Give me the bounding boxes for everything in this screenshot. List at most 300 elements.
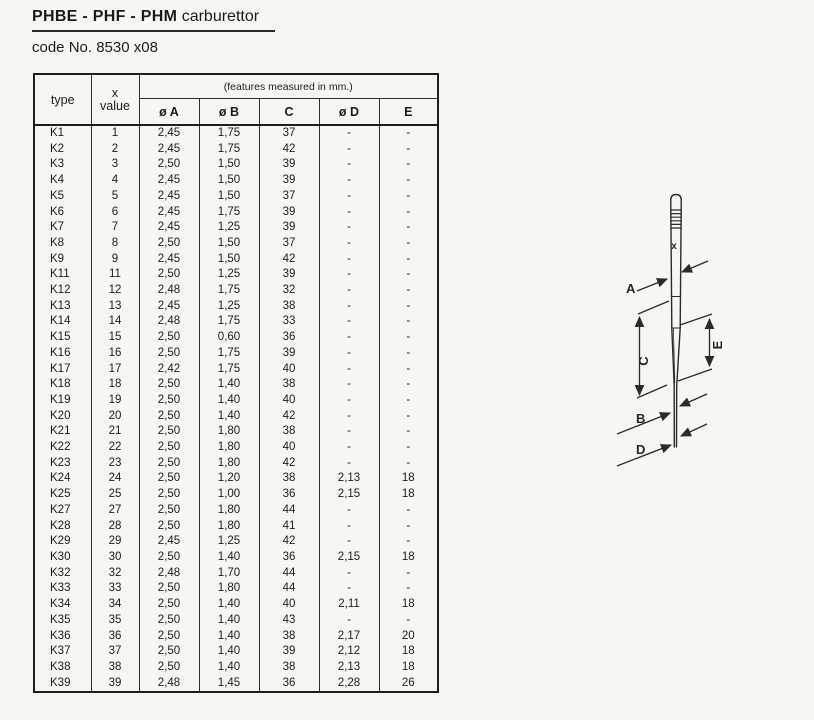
cell-e: - (379, 377, 438, 393)
page-title (32, 7, 275, 32)
cell-dia-a: 2,48 (139, 676, 199, 693)
cell-c: 39 (259, 267, 319, 283)
cell-type: K20 (34, 409, 91, 425)
cell-c: 38 (259, 660, 319, 676)
cell-dia-a: 2,45 (139, 534, 199, 550)
table-row (34, 189, 438, 205)
table-row (34, 299, 438, 315)
cell-dia-a: 2,48 (139, 283, 199, 299)
cell-dia-d: - (319, 440, 379, 456)
cell-dia-b: 1,40 (199, 550, 259, 566)
cell-e: - (379, 314, 438, 330)
cell-c: 39 (259, 346, 319, 362)
cell-x-value: 35 (91, 613, 139, 629)
clip-grooves-icon (671, 210, 681, 228)
cell-c: 39 (259, 157, 319, 173)
cell-type: K29 (34, 534, 91, 550)
cell-dia-a: 2,50 (139, 629, 199, 645)
cell-dia-b: 1,80 (199, 581, 259, 597)
column-header-c: C (259, 99, 319, 126)
cell-x-value: 14 (91, 314, 139, 330)
cell-dia-d: - (319, 205, 379, 221)
cell-type: K35 (34, 613, 91, 629)
cell-type: K17 (34, 362, 91, 378)
cell-dia-a: 2,50 (139, 644, 199, 660)
table-row (34, 236, 438, 252)
cell-dia-a: 2,50 (139, 236, 199, 252)
cell-dia-b: 1,40 (199, 377, 259, 393)
cell-dia-d: - (319, 299, 379, 315)
cell-dia-b: 1,25 (199, 267, 259, 283)
cell-c: 38 (259, 299, 319, 315)
cell-type: K32 (34, 566, 91, 582)
table-row (34, 267, 438, 283)
cell-dia-b: 1,40 (199, 597, 259, 613)
table-row (34, 424, 438, 440)
dim-a-arrow-left (637, 279, 667, 291)
cell-c: 42 (259, 142, 319, 158)
cell-dia-a: 2,50 (139, 330, 199, 346)
cell-dia-a: 2,50 (139, 597, 199, 613)
needle-diagram (598, 183, 804, 477)
cell-dia-a: 2,45 (139, 189, 199, 205)
cell-type: K19 (34, 393, 91, 409)
cell-dia-a: 2,50 (139, 660, 199, 676)
cell-type: K21 (34, 424, 91, 440)
cell-type: K3 (34, 157, 91, 173)
cell-dia-b: 1,25 (199, 534, 259, 550)
cell-e: - (379, 220, 438, 236)
cell-dia-b: 1,00 (199, 487, 259, 503)
cell-e: 18 (379, 471, 438, 487)
cell-dia-b: 1,40 (199, 644, 259, 660)
column-header-x-line1: x (111, 85, 119, 100)
cell-e: - (379, 409, 438, 425)
cell-x-value: 23 (91, 456, 139, 472)
cell-x-value: 6 (91, 205, 139, 221)
document-header (32, 7, 275, 56)
table-row (34, 220, 438, 236)
table-row (34, 205, 438, 221)
cell-dia-d: - (319, 173, 379, 189)
cell-dia-d: 2,15 (319, 487, 379, 503)
cell-dia-d: - (319, 330, 379, 346)
table-row (34, 440, 438, 456)
cell-e: - (379, 503, 438, 519)
cell-type: K16 (34, 346, 91, 362)
cell-e: - (379, 173, 438, 189)
cell-e: - (379, 534, 438, 550)
cell-type: K2 (34, 142, 91, 158)
cell-dia-d: 2,11 (319, 597, 379, 613)
cell-dia-a: 2,50 (139, 424, 199, 440)
page-title-suffix: carburettor (177, 8, 260, 25)
table-row (34, 660, 438, 676)
cell-dia-d: - (319, 409, 379, 425)
cell-type: K34 (34, 597, 91, 613)
cell-type: K7 (34, 220, 91, 236)
cell-dia-d: 2,13 (319, 471, 379, 487)
column-header-dia-a: ø A (139, 99, 199, 126)
cell-x-value: 18 (91, 377, 139, 393)
cell-dia-a: 2,50 (139, 393, 199, 409)
cell-c: 38 (259, 424, 319, 440)
page-title-models: PHBE - PHF - PHM (32, 8, 178, 25)
cell-dia-a: 2,45 (139, 205, 199, 221)
table-row (34, 157, 438, 173)
cell-dia-a: 2,45 (139, 252, 199, 268)
cell-dia-a: 2,50 (139, 471, 199, 487)
cell-c: 40 (259, 393, 319, 409)
cell-dia-a: 2,48 (139, 566, 199, 582)
cell-dia-d: - (319, 252, 379, 268)
column-header-x-line2: value (100, 98, 130, 113)
dim-c-ext-top (638, 301, 669, 314)
needle-spec-table (33, 73, 439, 693)
cell-dia-b: 1,50 (199, 236, 259, 252)
dim-d-arrow-right (681, 424, 707, 436)
cell-dia-a: 2,50 (139, 267, 199, 283)
cell-c: 41 (259, 519, 319, 535)
cell-x-value: 15 (91, 330, 139, 346)
cell-x-value: 16 (91, 346, 139, 362)
cell-c: 38 (259, 629, 319, 645)
cell-dia-a: 2,50 (139, 346, 199, 362)
cell-type: K24 (34, 471, 91, 487)
cell-dia-d: - (319, 142, 379, 158)
cell-dia-b: 1,75 (199, 314, 259, 330)
cell-e: 18 (379, 644, 438, 660)
cell-dia-b: 1,75 (199, 283, 259, 299)
cell-x-value: 33 (91, 581, 139, 597)
cell-x-value: 13 (91, 299, 139, 315)
dim-e-ext-top (680, 314, 712, 325)
table-row (34, 581, 438, 597)
cell-type: K1 (34, 125, 91, 142)
cell-c: 33 (259, 314, 319, 330)
cell-dia-d: 2,12 (319, 644, 379, 660)
cell-type: K13 (34, 299, 91, 315)
features-caption: (features measured in mm.) (139, 74, 438, 99)
cell-dia-d: - (319, 189, 379, 205)
cell-x-value: 11 (91, 267, 139, 283)
cell-dia-b: 1,40 (199, 613, 259, 629)
cell-dia-d: - (319, 267, 379, 283)
cell-dia-b: 1,50 (199, 157, 259, 173)
cell-x-value: 36 (91, 629, 139, 645)
cell-dia-a: 2,48 (139, 314, 199, 330)
cell-c: 37 (259, 236, 319, 252)
cell-dia-b: 1,75 (199, 125, 259, 142)
cell-x-value: 3 (91, 157, 139, 173)
cell-e: - (379, 157, 438, 173)
table-row (34, 252, 438, 268)
cell-dia-b: 1,70 (199, 566, 259, 582)
cell-x-value: 38 (91, 660, 139, 676)
dim-a-arrow-right (682, 261, 708, 272)
cell-e: - (379, 267, 438, 283)
diagram-label-b: B (636, 411, 646, 426)
table-row (34, 283, 438, 299)
cell-c: 44 (259, 566, 319, 582)
cell-dia-a: 2,42 (139, 362, 199, 378)
cell-dia-d: - (319, 503, 379, 519)
cell-dia-b: 1,75 (199, 205, 259, 221)
cell-c: 39 (259, 644, 319, 660)
cell-c: 37 (259, 189, 319, 205)
dim-e-ext-bottom (678, 369, 712, 381)
cell-dia-a: 2,45 (139, 299, 199, 315)
cell-dia-b: 1,40 (199, 409, 259, 425)
cell-dia-b: 1,75 (199, 362, 259, 378)
cell-dia-a: 2,45 (139, 220, 199, 236)
cell-type: K12 (34, 283, 91, 299)
cell-e: - (379, 236, 438, 252)
cell-dia-a: 2,50 (139, 613, 199, 629)
cell-dia-b: 1,50 (199, 173, 259, 189)
cell-dia-b: 1,50 (199, 252, 259, 268)
diagram-label-x: x (671, 241, 677, 252)
cell-e: - (379, 142, 438, 158)
table-row (34, 644, 438, 660)
cell-dia-a: 2,50 (139, 440, 199, 456)
cell-type: K37 (34, 644, 91, 660)
cell-e: - (379, 613, 438, 629)
cell-dia-d: - (319, 519, 379, 535)
table-row (34, 629, 438, 645)
table-row (34, 613, 438, 629)
column-header-dia-b: ø B (199, 99, 259, 126)
cell-dia-d: - (319, 283, 379, 299)
code-number: code No. 8530 x08 (32, 39, 158, 56)
cell-dia-a: 2,50 (139, 487, 199, 503)
cell-dia-a: 2,50 (139, 503, 199, 519)
cell-e: - (379, 440, 438, 456)
cell-c: 36 (259, 330, 319, 346)
cell-dia-a: 2,50 (139, 157, 199, 173)
cell-x-value: 8 (91, 236, 139, 252)
cell-dia-b: 1,40 (199, 660, 259, 676)
table-row (34, 456, 438, 472)
cell-c: 39 (259, 205, 319, 221)
cell-e: - (379, 346, 438, 362)
cell-x-value: 4 (91, 173, 139, 189)
cell-dia-d: - (319, 314, 379, 330)
cell-dia-d: - (319, 613, 379, 629)
table-row (34, 125, 438, 142)
cell-type: K23 (34, 456, 91, 472)
cell-e: - (379, 252, 438, 268)
cell-x-value: 17 (91, 362, 139, 378)
table-row (34, 393, 438, 409)
cell-dia-b: 1,80 (199, 424, 259, 440)
cell-c: 40 (259, 362, 319, 378)
table-row (34, 676, 438, 693)
cell-c: 40 (259, 597, 319, 613)
cell-type: K28 (34, 519, 91, 535)
column-header-x-value (91, 74, 139, 125)
cell-dia-b: 1,40 (199, 629, 259, 645)
table-row (34, 597, 438, 613)
cell-e: - (379, 519, 438, 535)
cell-e: - (379, 283, 438, 299)
cell-c: 39 (259, 173, 319, 189)
cell-type: K15 (34, 330, 91, 346)
table-row (34, 377, 438, 393)
cell-dia-d: - (319, 456, 379, 472)
cell-dia-b: 1,40 (199, 393, 259, 409)
cell-e: - (379, 393, 438, 409)
cell-dia-b: 1,25 (199, 299, 259, 315)
cell-e: 20 (379, 629, 438, 645)
cell-c: 44 (259, 581, 319, 597)
table-row (34, 314, 438, 330)
table-row (34, 173, 438, 189)
cell-e: - (379, 189, 438, 205)
cell-x-value: 9 (91, 252, 139, 268)
cell-x-value: 2 (91, 142, 139, 158)
cell-x-value: 24 (91, 471, 139, 487)
cell-type: K4 (34, 173, 91, 189)
cell-dia-b: 1,75 (199, 142, 259, 158)
cell-dia-d: - (319, 424, 379, 440)
cell-c: 36 (259, 676, 319, 693)
table-row (34, 471, 438, 487)
cell-type: K39 (34, 676, 91, 693)
cell-c: 36 (259, 487, 319, 503)
cell-e: - (379, 424, 438, 440)
cell-e: - (379, 299, 438, 315)
cell-e: 18 (379, 550, 438, 566)
cell-c: 43 (259, 613, 319, 629)
table-body (34, 125, 438, 692)
cell-e: 26 (379, 676, 438, 693)
cell-x-value: 19 (91, 393, 139, 409)
cell-x-value: 1 (91, 125, 139, 142)
cell-c: 42 (259, 409, 319, 425)
table-row (34, 550, 438, 566)
cell-dia-b: 1,20 (199, 471, 259, 487)
cell-type: K22 (34, 440, 91, 456)
cell-e: 18 (379, 487, 438, 503)
cell-x-value: 27 (91, 503, 139, 519)
diagram-label-d: D (636, 442, 646, 457)
cell-x-value: 32 (91, 566, 139, 582)
table-row (34, 566, 438, 582)
cell-dia-d: 2,28 (319, 676, 379, 693)
cell-x-value: 25 (91, 487, 139, 503)
cell-dia-d: - (319, 362, 379, 378)
table-row (34, 330, 438, 346)
cell-dia-d: - (319, 236, 379, 252)
cell-c: 44 (259, 503, 319, 519)
cell-x-value: 29 (91, 534, 139, 550)
table-row (34, 362, 438, 378)
cell-dia-a: 2,50 (139, 581, 199, 597)
cell-type: K11 (34, 267, 91, 283)
cell-c: 39 (259, 220, 319, 236)
cell-dia-a: 2,50 (139, 550, 199, 566)
needle-outline (671, 195, 681, 448)
column-header-e: E (379, 99, 438, 126)
cell-dia-d: - (319, 581, 379, 597)
cell-dia-d: - (319, 534, 379, 550)
cell-dia-b: 1,45 (199, 676, 259, 693)
cell-c: 36 (259, 550, 319, 566)
table-row (34, 142, 438, 158)
cell-e: 18 (379, 660, 438, 676)
cell-c: 40 (259, 440, 319, 456)
cell-c: 38 (259, 471, 319, 487)
cell-e: - (379, 205, 438, 221)
table-row (34, 487, 438, 503)
cell-type: K30 (34, 550, 91, 566)
cell-x-value: 34 (91, 597, 139, 613)
cell-e: - (379, 581, 438, 597)
cell-x-value: 37 (91, 644, 139, 660)
cell-dia-d: 2,15 (319, 550, 379, 566)
cell-type: K6 (34, 205, 91, 221)
cell-dia-b: 1,80 (199, 519, 259, 535)
cell-x-value: 5 (91, 189, 139, 205)
cell-x-value: 39 (91, 676, 139, 693)
cell-dia-b: 1,80 (199, 456, 259, 472)
cell-x-value: 22 (91, 440, 139, 456)
cell-c: 37 (259, 125, 319, 142)
table-row (34, 534, 438, 550)
column-header-type: type (34, 74, 91, 125)
cell-c: 42 (259, 456, 319, 472)
cell-x-value: 12 (91, 283, 139, 299)
cell-x-value: 20 (91, 409, 139, 425)
cell-c: 38 (259, 377, 319, 393)
cell-type: K5 (34, 189, 91, 205)
cell-e: 18 (379, 597, 438, 613)
cell-dia-a: 2,45 (139, 125, 199, 142)
cell-dia-b: 0,60 (199, 330, 259, 346)
cell-type: K27 (34, 503, 91, 519)
cell-dia-d: - (319, 346, 379, 362)
table-header (34, 74, 438, 125)
column-header-dia-d: ø D (319, 99, 379, 126)
cell-e: - (379, 362, 438, 378)
diagram-label-e: E (710, 340, 725, 350)
cell-dia-b: 1,50 (199, 189, 259, 205)
cell-dia-d: 2,17 (319, 629, 379, 645)
cell-type: K33 (34, 581, 91, 597)
table-row (34, 346, 438, 362)
cell-dia-d: 2,13 (319, 660, 379, 676)
cell-type: K8 (34, 236, 91, 252)
diagram-label-a: A (626, 281, 636, 296)
cell-dia-a: 2,45 (139, 142, 199, 158)
diagram-label-c: C (636, 356, 651, 366)
cell-c: 32 (259, 283, 319, 299)
cell-type: K25 (34, 487, 91, 503)
table-row (34, 503, 438, 519)
cell-dia-d: - (319, 157, 379, 173)
cell-type: K38 (34, 660, 91, 676)
cell-dia-b: 1,75 (199, 346, 259, 362)
cell-dia-d: - (319, 125, 379, 142)
cell-e: - (379, 456, 438, 472)
cell-x-value: 30 (91, 550, 139, 566)
cell-e: - (379, 125, 438, 142)
cell-dia-d: - (319, 220, 379, 236)
cell-dia-b: 1,25 (199, 220, 259, 236)
cell-type: K9 (34, 252, 91, 268)
cell-type: K14 (34, 314, 91, 330)
